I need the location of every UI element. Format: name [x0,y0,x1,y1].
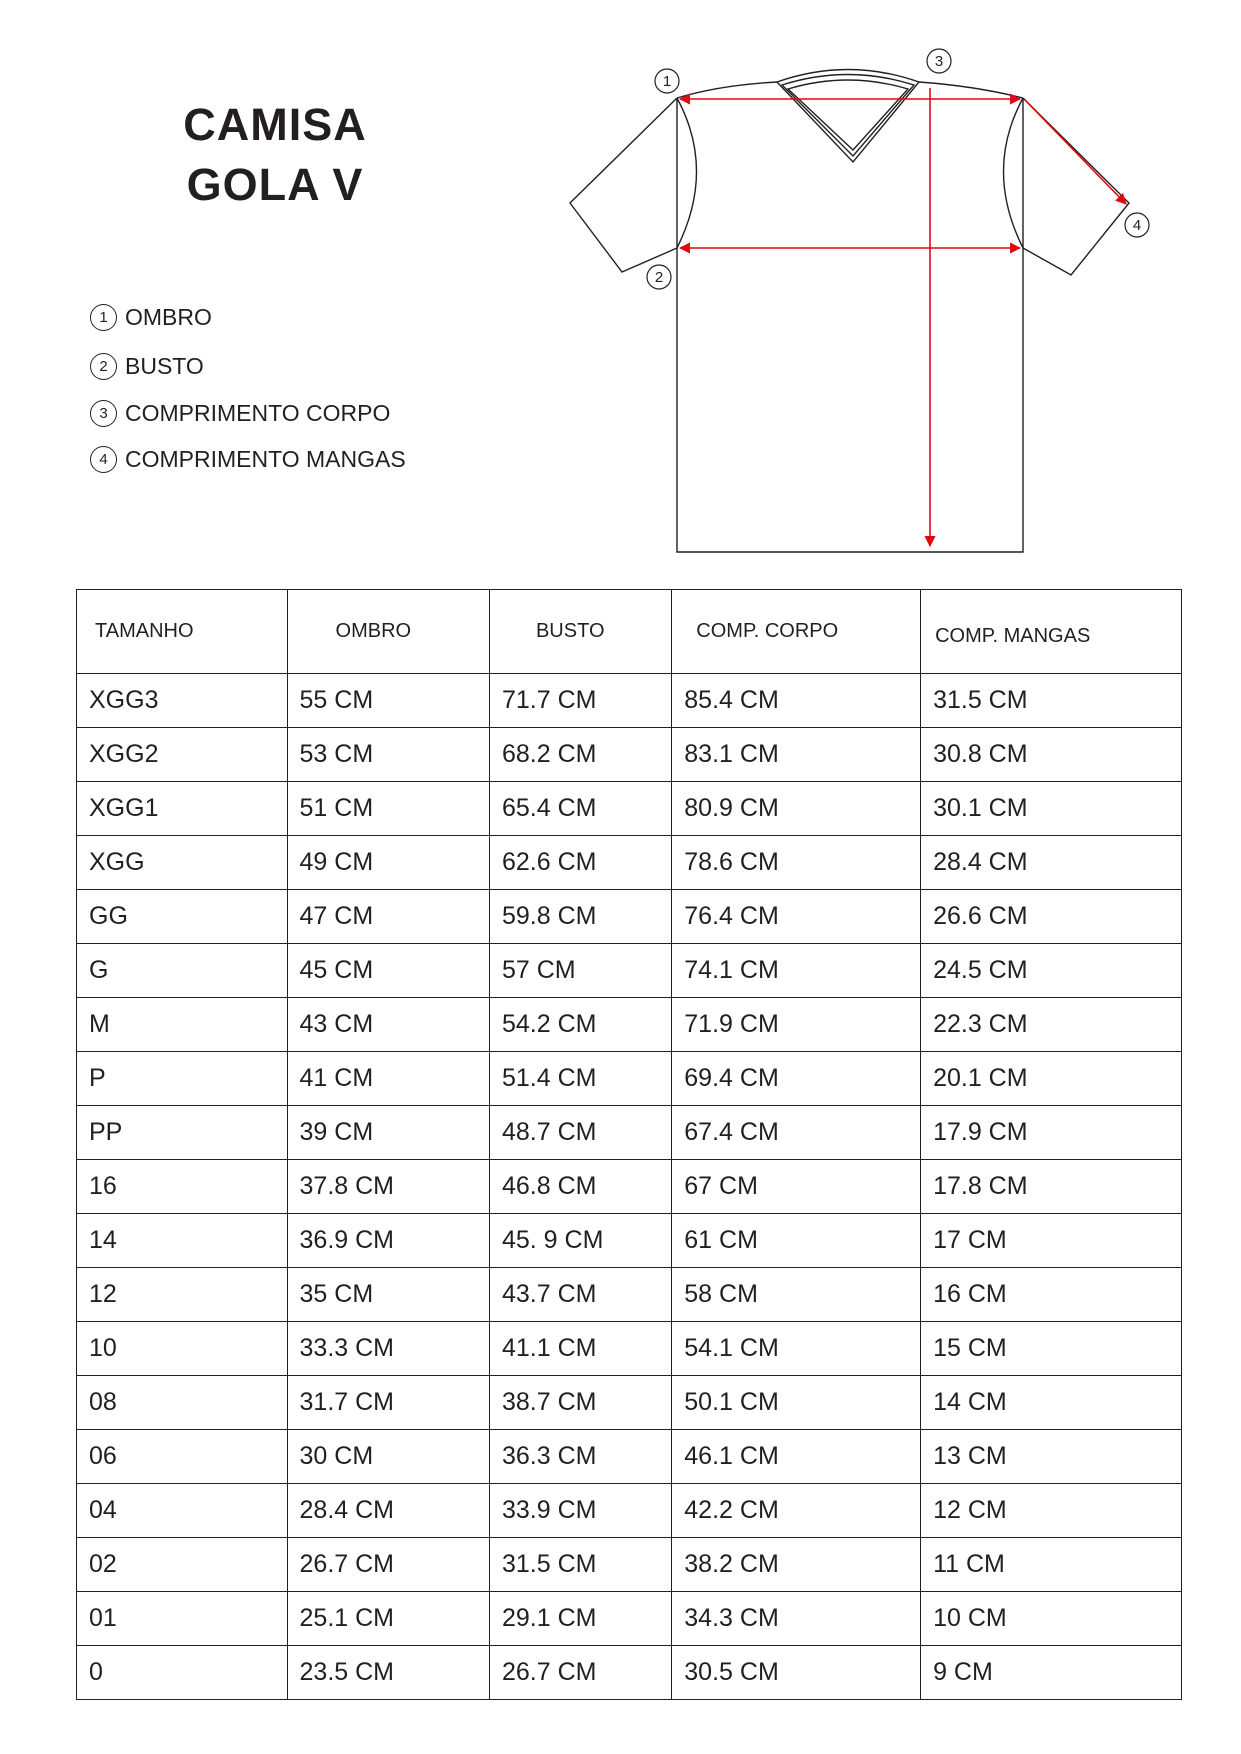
cell-comp-mangas: 15 CM [921,1322,1182,1376]
legend-item-ombro [90,302,212,332]
cell-busto: 29.1 CM [489,1592,671,1646]
size-table [76,589,1182,1700]
cell-comp-mangas: 11 CM [921,1538,1182,1592]
table-row [77,1646,1182,1700]
legend-label: BUSTO [125,352,204,379]
marker-4 [1125,213,1149,237]
cell-busto: 71.7 CM [489,674,671,728]
header-comp-mangas: COMP. MANGAS [921,590,1182,674]
cell-busto: 38.7 CM [489,1376,671,1430]
table-row [77,1160,1182,1214]
legend-item-comprimento-corpo [90,398,390,428]
cell-tamanho: XGG [77,836,288,890]
shirt-diagram [560,40,1180,565]
table-row [77,782,1182,836]
table-row [77,836,1182,890]
cell-ombro: 51 CM [287,782,489,836]
cell-tamanho: 14 [77,1214,288,1268]
cell-comp-mangas: 20.1 CM [921,1052,1182,1106]
cell-comp-corpo: 83.1 CM [672,728,921,782]
cell-busto: 54.2 CM [489,998,671,1052]
shirt-outline [570,70,1129,553]
size-table-body [77,674,1182,1700]
cell-comp-corpo: 80.9 CM [672,782,921,836]
table-row [77,998,1182,1052]
legend-label: COMPRIMENTO MANGAS [125,445,406,472]
diagram-markers [647,49,1149,289]
cell-busto: 65.4 CM [489,782,671,836]
marker-2-label: 2 [654,269,664,286]
cell-comp-corpo: 34.3 CM [672,1592,921,1646]
cell-ombro: 33.3 CM [287,1322,489,1376]
cell-busto: 62.6 CM [489,836,671,890]
legend-label: COMPRIMENTO CORPO [125,399,391,426]
table-row [77,1484,1182,1538]
cell-comp-mangas: 16 CM [921,1268,1182,1322]
cell-ombro: 28.4 CM [287,1484,489,1538]
table-row [77,1106,1182,1160]
cell-tamanho: M [77,998,288,1052]
marker-3-label: 3 [934,53,944,70]
header-busto: BUSTO [489,590,671,674]
table-row [77,1592,1182,1646]
title-line-2: GOLA V [186,159,364,210]
cell-tamanho: 02 [77,1538,288,1592]
cell-busto: 68.2 CM [489,728,671,782]
table-row [77,944,1182,998]
measurement-arrows [680,88,1126,546]
cell-busto: 36.3 CM [489,1430,671,1484]
cell-comp-corpo: 67 CM [672,1160,921,1214]
cell-ombro: 26.7 CM [287,1538,489,1592]
table-row [77,1214,1182,1268]
marker-4-label: 4 [1132,217,1142,234]
cell-ombro: 47 CM [287,890,489,944]
cell-comp-corpo: 46.1 CM [672,1430,921,1484]
legend-number-badge: 4 [90,446,117,473]
cell-comp-mangas: 31.5 CM [921,674,1182,728]
table-row [77,1268,1182,1322]
cell-ombro: 30 CM [287,1430,489,1484]
cell-comp-corpo: 38.2 CM [672,1538,921,1592]
legend-number-badge: 3 [90,400,117,427]
cell-comp-mangas: 12 CM [921,1484,1182,1538]
cell-comp-corpo: 71.9 CM [672,998,921,1052]
cell-ombro: 35 CM [287,1268,489,1322]
cell-comp-mangas: 17 CM [921,1214,1182,1268]
cell-busto: 51.4 CM [489,1052,671,1106]
cell-tamanho: 04 [77,1484,288,1538]
cell-comp-corpo: 61 CM [672,1214,921,1268]
cell-tamanho: 16 [77,1160,288,1214]
title-line-1: CAMISA [183,99,367,150]
cell-comp-corpo: 67.4 CM [672,1106,921,1160]
table-row [77,728,1182,782]
table-header-row [77,590,1182,674]
cell-tamanho: 06 [77,1430,288,1484]
table-row [77,890,1182,944]
cell-ombro: 36.9 CM [287,1214,489,1268]
cell-comp-mangas: 24.5 CM [921,944,1182,998]
cell-tamanho: 12 [77,1268,288,1322]
cell-comp-mangas: 17.8 CM [921,1160,1182,1214]
table-row [77,1052,1182,1106]
cell-busto: 41.1 CM [489,1322,671,1376]
legend-item-comprimento-mangas [90,444,406,474]
table-row [77,674,1182,728]
cell-ombro: 49 CM [287,836,489,890]
cell-ombro: 39 CM [287,1106,489,1160]
marker-2 [647,265,671,289]
cell-comp-corpo: 85.4 CM [672,674,921,728]
cell-comp-mangas: 30.1 CM [921,782,1182,836]
cell-comp-mangas: 22.3 CM [921,998,1182,1052]
cell-ombro: 55 CM [287,674,489,728]
cell-comp-corpo: 54.1 CM [672,1322,921,1376]
legend-number-badge: 2 [90,353,117,380]
cell-tamanho: 10 [77,1322,288,1376]
cell-comp-corpo: 69.4 CM [672,1052,921,1106]
cell-comp-corpo: 58 CM [672,1268,921,1322]
cell-comp-corpo: 76.4 CM [672,890,921,944]
cell-comp-mangas: 30.8 CM [921,728,1182,782]
header-tamanho: TAMANHO [77,590,288,674]
cell-tamanho: XGG3 [77,674,288,728]
cell-tamanho: P [77,1052,288,1106]
legend-number-badge: 1 [90,304,117,331]
cell-comp-corpo: 30.5 CM [672,1646,921,1700]
legend-label: OMBRO [125,303,212,330]
marker-3 [927,49,951,73]
cell-ombro: 45 CM [287,944,489,998]
cell-tamanho: G [77,944,288,998]
cell-ombro: 41 CM [287,1052,489,1106]
cell-comp-corpo: 78.6 CM [672,836,921,890]
cell-busto: 45. 9 CM [489,1214,671,1268]
legend-item-busto [90,351,204,381]
cell-busto: 57 CM [489,944,671,998]
cell-ombro: 53 CM [287,728,489,782]
cell-comp-mangas: 28.4 CM [921,836,1182,890]
cell-comp-mangas: 9 CM [921,1646,1182,1700]
cell-tamanho: XGG2 [77,728,288,782]
cell-ombro: 25.1 CM [287,1592,489,1646]
cell-comp-mangas: 17.9 CM [921,1106,1182,1160]
table-row [77,1430,1182,1484]
cell-ombro: 23.5 CM [287,1646,489,1700]
cell-busto: 43.7 CM [489,1268,671,1322]
cell-busto: 46.8 CM [489,1160,671,1214]
cell-busto: 33.9 CM [489,1484,671,1538]
cell-tamanho: XGG1 [77,782,288,836]
cell-ombro: 37.8 CM [287,1160,489,1214]
cell-busto: 48.7 CM [489,1106,671,1160]
cell-ombro: 31.7 CM [287,1376,489,1430]
cell-busto: 59.8 CM [489,890,671,944]
header-comp-corpo: COMP. CORPO [672,590,921,674]
cell-busto: 26.7 CM [489,1646,671,1700]
cell-comp-mangas: 26.6 CM [921,890,1182,944]
cell-comp-corpo: 74.1 CM [672,944,921,998]
header-ombro: OMBRO [287,590,489,674]
cell-comp-corpo: 50.1 CM [672,1376,921,1430]
sleeve-length-arrow [1025,100,1126,204]
cell-tamanho: PP [77,1106,288,1160]
cell-busto: 31.5 CM [489,1538,671,1592]
table-row [77,1376,1182,1430]
cell-comp-mangas: 13 CM [921,1430,1182,1484]
cell-comp-corpo: 42.2 CM [672,1484,921,1538]
cell-tamanho: 08 [77,1376,288,1430]
marker-1-label: 1 [662,73,672,90]
table-row [77,1322,1182,1376]
marker-1 [655,69,679,93]
page-title [150,95,400,215]
cell-tamanho: 0 [77,1646,288,1700]
cell-tamanho: GG [77,890,288,944]
cell-tamanho: 01 [77,1592,288,1646]
cell-comp-mangas: 10 CM [921,1592,1182,1646]
table-row [77,1538,1182,1592]
cell-ombro: 43 CM [287,998,489,1052]
cell-comp-mangas: 14 CM [921,1376,1182,1430]
